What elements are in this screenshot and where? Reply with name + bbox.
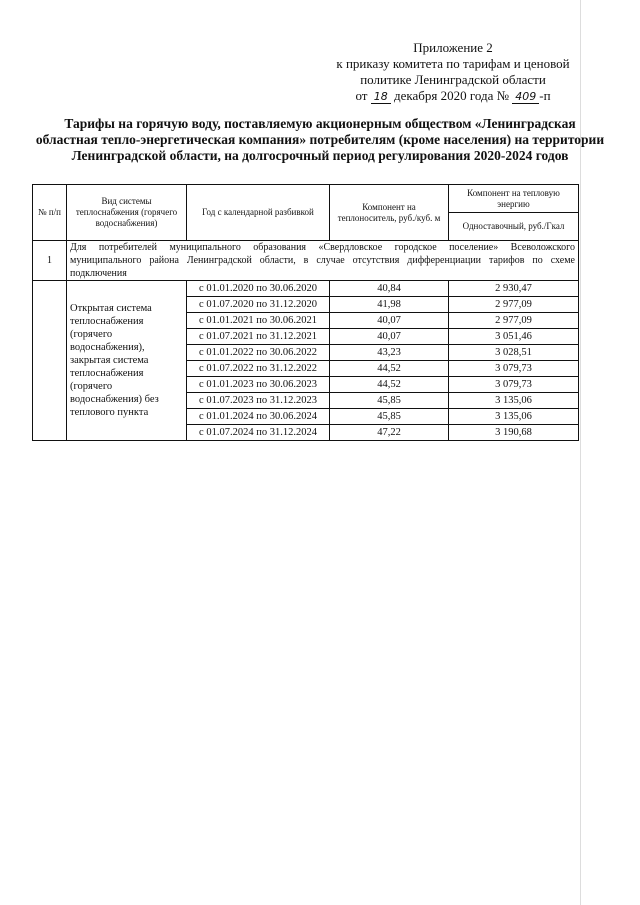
carrier-value: 43,23	[330, 345, 449, 361]
header-number: № п/п	[33, 185, 67, 241]
system-type-cell: Открытая система теплоснабжения (горячего водоснабжения), закрытая система теплоснабжения (горячего водоснабжения) без теплового пункта	[67, 281, 187, 441]
period-cell: с 01.01.2024 по 30.06.2024	[187, 409, 330, 425]
header-carrier-component: Компонент на теплоноситель, руб./куб. м	[330, 185, 449, 241]
handwritten-day: 18	[371, 91, 391, 104]
header-energy-component: Компонент на тепловую энергию	[449, 185, 579, 213]
carrier-value: 47,22	[330, 425, 449, 441]
energy-value: 3 051,46	[449, 329, 579, 345]
carrier-value: 44,52	[330, 377, 449, 393]
period-cell: с 01.07.2021 по 31.12.2021	[187, 329, 330, 345]
appendix-order-line: к приказу комитета по тарифам и ценовой	[336, 56, 570, 71]
period-cell: с 01.01.2021 по 30.06.2021	[187, 313, 330, 329]
energy-value: 3 079,73	[449, 361, 579, 377]
group-row	[33, 241, 579, 281]
period-cell: с 01.01.2022 по 30.06.2022	[187, 345, 330, 361]
period-cell: с 01.07.2020 по 31.12.2020	[187, 297, 330, 313]
order-suffix: -п	[539, 88, 551, 103]
tariff-table	[32, 184, 579, 441]
empty-number-cell	[33, 281, 67, 441]
appendix-committee-line: политике Ленинградской области	[360, 72, 546, 87]
header-period: Год с календарной разбивкой	[187, 185, 330, 241]
energy-value: 2 977,09	[449, 313, 579, 329]
carrier-value: 45,85	[330, 409, 449, 425]
appendix-title: Приложение 2	[413, 40, 493, 55]
header-energy-single-rate: Одноставочный, руб./Гкал	[449, 213, 579, 241]
period-cell: с 01.01.2023 по 30.06.2023	[187, 377, 330, 393]
energy-value: 3 190,68	[449, 425, 579, 441]
date-prefix: от	[355, 88, 368, 103]
appendix-date-line	[328, 88, 578, 104]
period-cell: с 01.07.2024 по 31.12.2024	[187, 425, 330, 441]
carrier-value: 40,07	[330, 329, 449, 345]
group-description: Для потребителей муниципального образования «Свердловское городское поселение» Всеволожского муниципального района Ленинградской области, в случае отсутствия дифференциации тарифов по схеме подключения	[67, 241, 579, 281]
carrier-value: 44,52	[330, 361, 449, 377]
header-system-type: Вид системы теплоснабжения (горячего водоснабжения)	[67, 185, 187, 241]
handwritten-order-number: 409	[512, 91, 539, 104]
document-title: Тарифы на горячую воду, поставляемую акционерным обществом «Ленинградская областная тепло-энергетическая компания» потребителям (кроме населения) на территории Ленинградской области, на долгосрочный период регулирования 2020-2024 годов	[35, 116, 605, 163]
period-cell: с 01.07.2023 по 31.12.2023	[187, 393, 330, 409]
energy-value: 3 135,06	[449, 409, 579, 425]
carrier-value: 45,85	[330, 393, 449, 409]
energy-value: 3 135,06	[449, 393, 579, 409]
carrier-value: 41,98	[330, 297, 449, 313]
energy-value: 3 028,51	[449, 345, 579, 361]
appendix-header	[328, 40, 578, 104]
energy-value: 2 930,47	[449, 281, 579, 297]
energy-value: 3 079,73	[449, 377, 579, 393]
carrier-value: 40,07	[330, 313, 449, 329]
energy-value: 2 977,09	[449, 297, 579, 313]
group-number: 1	[33, 241, 67, 281]
date-month-year: декабря 2020 года №	[393, 88, 509, 103]
table-row	[33, 281, 579, 297]
period-cell: с 01.01.2020 по 30.06.2020	[187, 281, 330, 297]
carrier-value: 40,84	[330, 281, 449, 297]
period-cell: с 01.07.2022 по 31.12.2022	[187, 361, 330, 377]
